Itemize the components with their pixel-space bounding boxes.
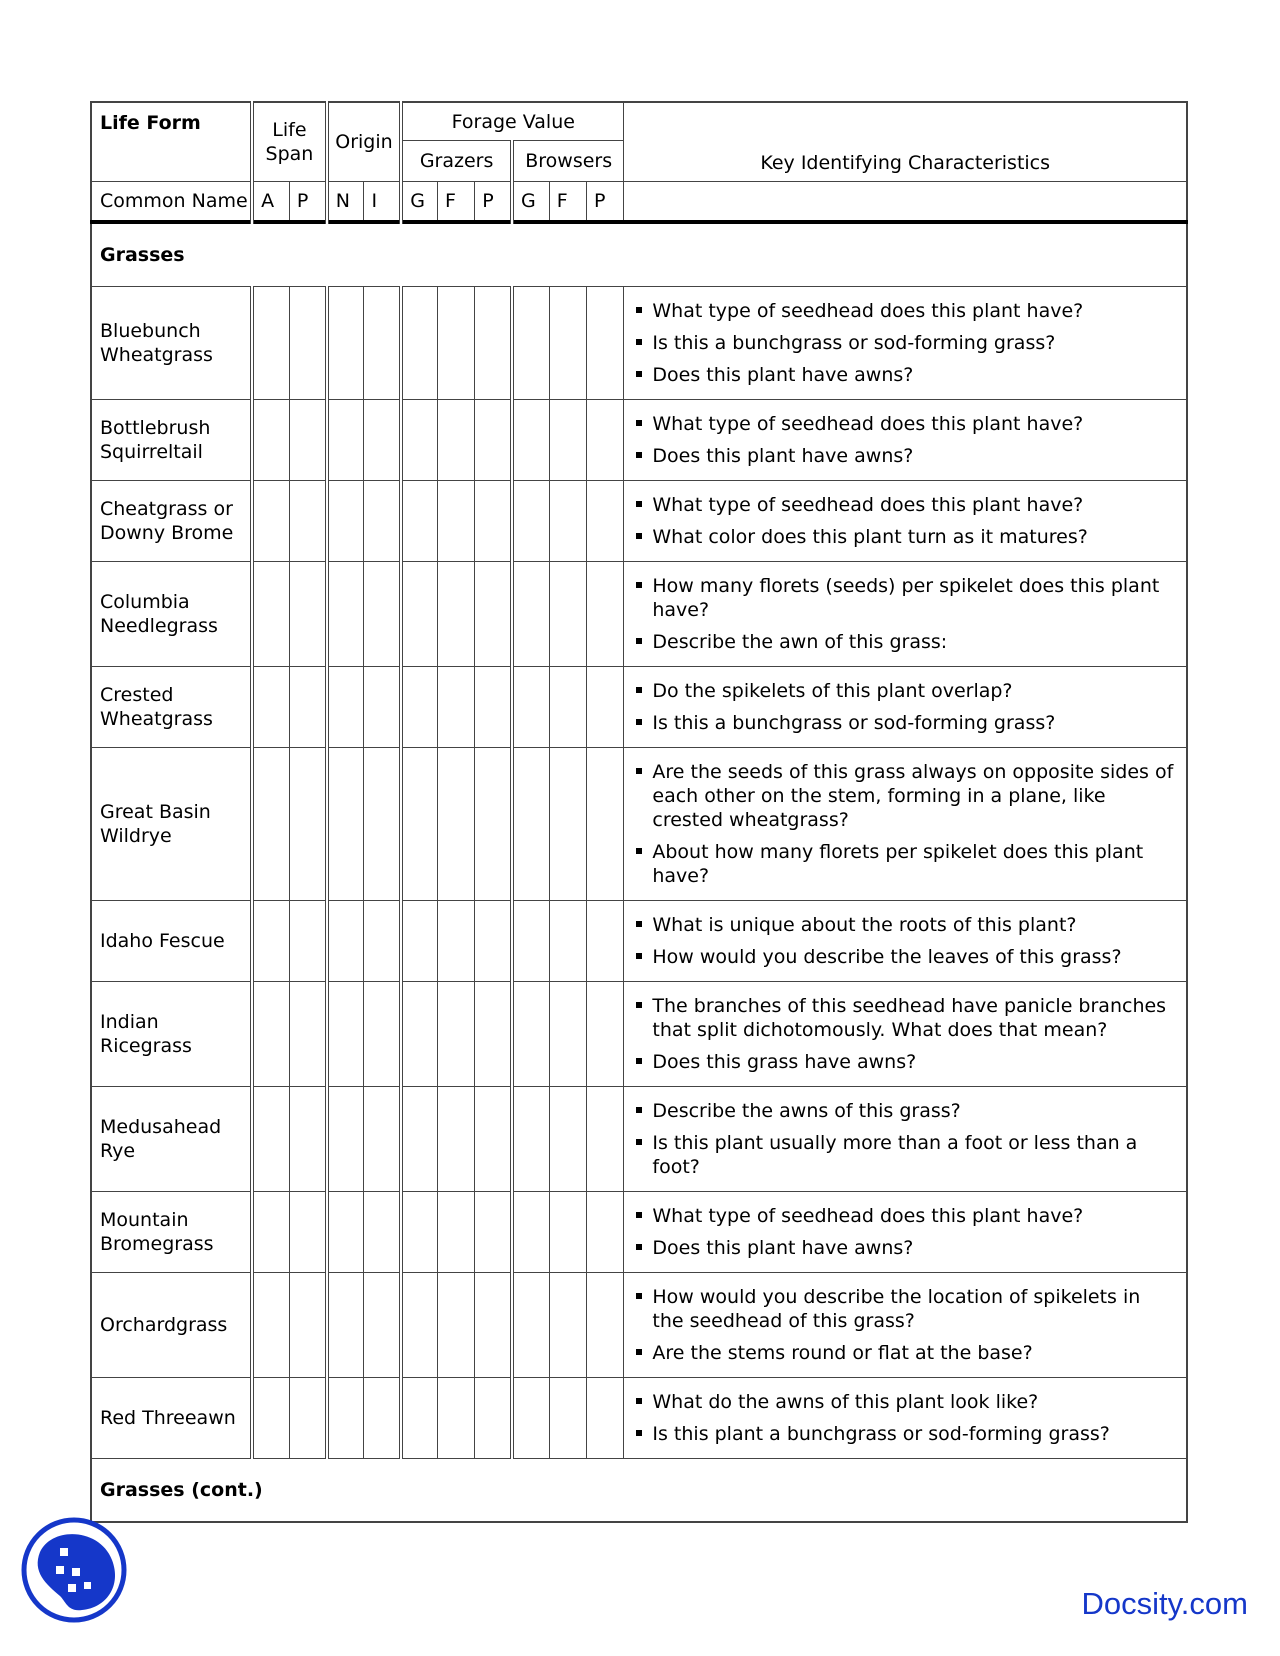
question-item: Does this plant have awns?: [632, 363, 1176, 387]
question-item: Describe the awns of this grass?: [632, 1099, 1176, 1123]
checkbox-cell[interactable]: [437, 400, 474, 481]
checkbox-cell[interactable]: [512, 1192, 549, 1273]
checkbox-cell[interactable]: [401, 667, 437, 748]
question-item: What type of seedhead does this plant have?: [632, 1204, 1176, 1228]
question-list: [632, 994, 1176, 1074]
checkbox-cell[interactable]: [364, 1273, 401, 1378]
characteristics-cell: [624, 1378, 1187, 1459]
grazers-heading: Grazers: [401, 141, 512, 182]
question-list: [632, 913, 1176, 969]
checkbox-cell[interactable]: [437, 1273, 474, 1378]
checkbox-cell[interactable]: [475, 1378, 512, 1459]
common-name-cell: [91, 901, 252, 982]
table-row: [91, 901, 1187, 982]
common-name-line: Needlegrass: [100, 615, 218, 637]
checkbox-cell[interactable]: [401, 400, 437, 481]
code-introduced: I: [364, 182, 401, 223]
characteristics-code-blank: [624, 182, 1187, 223]
characteristics-cell: [624, 1273, 1187, 1378]
checkbox-cell[interactable]: [512, 1087, 549, 1192]
code-grazers-poor: P: [475, 182, 512, 223]
checkbox-cell[interactable]: [587, 287, 624, 400]
question-item: Does this plant have awns?: [632, 1236, 1176, 1260]
checkbox-cell[interactable]: [252, 748, 289, 901]
checkbox-cell[interactable]: [437, 901, 474, 982]
common-name-line: Bromegrass: [100, 1233, 214, 1255]
checkbox-cell[interactable]: [327, 667, 364, 748]
table-row: [91, 481, 1187, 562]
common-name-line: Columbia: [100, 591, 190, 613]
table-row: [91, 982, 1187, 1087]
checkbox-cell[interactable]: [549, 667, 586, 748]
question-item: Does this plant have awns?: [632, 444, 1176, 468]
common-name-cell: [91, 1192, 252, 1273]
characteristics-cell: [624, 400, 1187, 481]
checkbox-cell[interactable]: [401, 1087, 437, 1192]
checkbox-cell[interactable]: [437, 748, 474, 901]
checkbox-cell[interactable]: [475, 748, 512, 901]
common-name-cell: [91, 982, 252, 1087]
checkbox-cell[interactable]: [252, 1273, 289, 1378]
checkbox-cell[interactable]: [401, 982, 437, 1087]
checkbox-cell[interactable]: [549, 1378, 586, 1459]
life-form-heading: Life Form: [91, 102, 252, 182]
checkbox-cell[interactable]: [549, 748, 586, 901]
code-annual: A: [252, 182, 289, 223]
question-item: What color does this plant turn as it matures?: [632, 525, 1176, 549]
checkbox-cell[interactable]: [252, 562, 289, 667]
checkbox-cell[interactable]: [252, 1087, 289, 1192]
question-item: How would you describe the leaves of this grass?: [632, 945, 1176, 969]
question-item: What type of seedhead does this plant have?: [632, 493, 1176, 517]
code-grazers-good: G: [401, 182, 437, 223]
table-row: [91, 1192, 1187, 1273]
common-name-line: Idaho Fescue: [100, 930, 225, 952]
checkbox-cell[interactable]: [327, 287, 364, 400]
section-row-grasses: [91, 222, 1187, 287]
checkbox-cell[interactable]: [289, 1192, 326, 1273]
checkbox-cell[interactable]: [549, 400, 586, 481]
checkbox-cell[interactable]: [587, 562, 624, 667]
checkbox-cell[interactable]: [364, 400, 401, 481]
checkbox-cell[interactable]: [587, 748, 624, 901]
common-name-cell: [91, 287, 252, 400]
checkbox-cell[interactable]: [549, 287, 586, 400]
question-item: What type of seedhead does this plant have?: [632, 299, 1176, 323]
table-row: [91, 1273, 1187, 1378]
table-row: [91, 667, 1187, 748]
checkbox-cell[interactable]: [587, 1378, 624, 1459]
checkbox-cell[interactable]: [512, 1378, 549, 1459]
characteristics-cell: [624, 667, 1187, 748]
checkbox-cell[interactable]: [289, 1087, 326, 1192]
checkbox-cell[interactable]: [364, 1192, 401, 1273]
checkbox-cell[interactable]: [327, 481, 364, 562]
checkbox-cell[interactable]: [252, 287, 289, 400]
question-list: [632, 574, 1176, 654]
checkbox-cell[interactable]: [364, 982, 401, 1087]
common-name-line: Orchardgrass: [100, 1314, 228, 1336]
common-name-cell: [91, 748, 252, 901]
origin-heading: Origin: [327, 102, 402, 182]
checkbox-cell[interactable]: [587, 481, 624, 562]
question-item: About how many florets per spikelet does this plant have?: [632, 840, 1176, 888]
checkbox-cell[interactable]: [549, 1273, 586, 1378]
common-name-cell: [91, 481, 252, 562]
checkbox-cell[interactable]: [549, 1087, 586, 1192]
checkbox-cell[interactable]: [512, 901, 549, 982]
checkbox-cell[interactable]: [475, 982, 512, 1087]
checkbox-cell[interactable]: [437, 1087, 474, 1192]
question-list: [632, 299, 1176, 387]
code-browsers-good: G: [512, 182, 549, 223]
question-item: What is unique about the roots of this plant?: [632, 913, 1176, 937]
question-item: Is this a bunchgrass or sod-forming grass?: [632, 331, 1176, 355]
checkbox-cell[interactable]: [587, 667, 624, 748]
table-row: [91, 562, 1187, 667]
checkbox-cell[interactable]: [401, 562, 437, 667]
checkbox-cell[interactable]: [475, 1087, 512, 1192]
checkbox-cell[interactable]: [289, 481, 326, 562]
checkbox-cell[interactable]: [587, 901, 624, 982]
checkbox-cell[interactable]: [289, 901, 326, 982]
checkbox-cell[interactable]: [327, 1378, 364, 1459]
checkbox-cell[interactable]: [475, 562, 512, 667]
checkbox-cell[interactable]: [327, 1192, 364, 1273]
common-name-line: Bottlebrush: [100, 417, 211, 439]
checkbox-cell[interactable]: [401, 1378, 437, 1459]
checkbox-cell[interactable]: [587, 1192, 624, 1273]
checkbox-cell[interactable]: [587, 400, 624, 481]
docsity-brand-text[interactable]: Docsity.com: [1081, 1586, 1248, 1621]
checkbox-cell[interactable]: [437, 287, 474, 400]
common-name-cell: [91, 400, 252, 481]
characteristics-cell: [624, 562, 1187, 667]
table-row: [91, 287, 1187, 400]
question-item: What type of seedhead does this plant have?: [632, 412, 1176, 436]
question-item: The branches of this seedhead have panicle branches that split dichotomously. What does that mean?: [632, 994, 1176, 1042]
checkbox-cell[interactable]: [512, 748, 549, 901]
checkbox-cell[interactable]: [437, 481, 474, 562]
code-native: N: [327, 182, 364, 223]
docsity-logo-icon: [20, 1516, 128, 1624]
question-list: [632, 1285, 1176, 1365]
checkbox-cell[interactable]: [364, 287, 401, 400]
common-name-line: Indian: [100, 1011, 159, 1033]
checkbox-cell[interactable]: [587, 982, 624, 1087]
question-item: Is this plant usually more than a foot or less than a foot?: [632, 1131, 1176, 1179]
question-item: Describe the awn of this grass:: [632, 630, 1176, 654]
checkbox-cell[interactable]: [512, 667, 549, 748]
checkbox-cell[interactable]: [289, 562, 326, 667]
checkbox-cell[interactable]: [512, 287, 549, 400]
checkbox-cell[interactable]: [549, 901, 586, 982]
common-name-line: Medusahead: [100, 1116, 222, 1138]
checkbox-cell[interactable]: [512, 562, 549, 667]
common-name-line: Crested: [100, 684, 174, 706]
checkbox-cell[interactable]: [549, 982, 586, 1087]
checkbox-cell[interactable]: [549, 562, 586, 667]
code-browsers-fair: F: [549, 182, 586, 223]
common-name-cell: [91, 562, 252, 667]
checkbox-cell[interactable]: [252, 1192, 289, 1273]
checkbox-cell[interactable]: [364, 748, 401, 901]
header-row-1: [91, 102, 1187, 141]
question-item: Are the stems round or flat at the base?: [632, 1341, 1176, 1365]
code-browsers-poor: P: [587, 182, 624, 223]
checkbox-cell[interactable]: [401, 1273, 437, 1378]
common-name-line: Rye: [100, 1140, 136, 1162]
checkbox-cell[interactable]: [401, 1192, 437, 1273]
characteristics-cell: [624, 901, 1187, 982]
checkbox-cell[interactable]: [401, 901, 437, 982]
common-name-cell: [91, 667, 252, 748]
common-name-line: Ricegrass: [100, 1035, 192, 1057]
checkbox-cell[interactable]: [475, 1192, 512, 1273]
common-name-cell: [91, 1273, 252, 1378]
checkbox-cell[interactable]: [475, 1273, 512, 1378]
checkbox-cell[interactable]: [289, 748, 326, 901]
checkbox-cell[interactable]: [401, 748, 437, 901]
code-perennial: P: [289, 182, 326, 223]
checkbox-cell[interactable]: [475, 667, 512, 748]
section-title-grasses-cont: Grasses (cont.): [91, 1459, 1187, 1523]
checkbox-cell[interactable]: [549, 1192, 586, 1273]
question-list: [632, 493, 1176, 549]
question-item: Is this plant a bunchgrass or sod-forming grass?: [632, 1422, 1176, 1446]
common-name-line: Great Basin: [100, 801, 211, 823]
checkbox-cell[interactable]: [252, 1378, 289, 1459]
checkbox-cell[interactable]: [364, 1378, 401, 1459]
checkbox-cell[interactable]: [475, 901, 512, 982]
table-row: [91, 748, 1187, 901]
checkbox-cell[interactable]: [549, 481, 586, 562]
question-item: How many florets (seeds) per spikelet does this plant have?: [632, 574, 1176, 622]
question-item: How would you describe the location of spikelets in the seedhead of this grass?: [632, 1285, 1176, 1333]
checkbox-cell[interactable]: [327, 901, 364, 982]
checkbox-cell[interactable]: [289, 1273, 326, 1378]
checkbox-cell[interactable]: [289, 287, 326, 400]
question-list: [632, 1390, 1176, 1446]
common-name-line: Red Threeawn: [100, 1407, 236, 1429]
checkbox-cell[interactable]: [289, 667, 326, 748]
browsers-heading: Browsers: [512, 141, 624, 182]
question-list: [632, 412, 1176, 468]
checkbox-cell[interactable]: [252, 901, 289, 982]
characteristics-cell: [624, 1192, 1187, 1273]
checkbox-cell[interactable]: [289, 1378, 326, 1459]
checkbox-cell[interactable]: [364, 901, 401, 982]
checkbox-cell[interactable]: [512, 982, 549, 1087]
checkbox-cell[interactable]: [437, 562, 474, 667]
life-span-line2: Span: [265, 143, 314, 165]
table-row: [91, 1087, 1187, 1192]
common-name-cell: [91, 1378, 252, 1459]
checkbox-cell[interactable]: [289, 400, 326, 481]
common-name-line: Cheatgrass or: [100, 498, 233, 520]
life-span-line1: Life: [272, 119, 307, 141]
common-name-line: Mountain: [100, 1209, 189, 1231]
checkbox-cell[interactable]: [587, 1273, 624, 1378]
checkbox-cell[interactable]: [364, 481, 401, 562]
checkbox-cell[interactable]: [364, 667, 401, 748]
common-name-line: Bluebunch: [100, 320, 201, 342]
checkbox-cell[interactable]: [437, 1192, 474, 1273]
question-list: [632, 679, 1176, 735]
question-item: Do the spikelets of this plant overlap?: [632, 679, 1176, 703]
checkbox-cell[interactable]: [327, 1273, 364, 1378]
checkbox-cell[interactable]: [437, 667, 474, 748]
checkbox-cell[interactable]: [364, 1087, 401, 1192]
question-list: [632, 760, 1176, 888]
checkbox-cell[interactable]: [252, 400, 289, 481]
section-title-grasses: Grasses: [91, 222, 1187, 287]
characteristics-cell: [624, 982, 1187, 1087]
checkbox-cell[interactable]: [289, 982, 326, 1087]
checkbox-cell[interactable]: [437, 982, 474, 1087]
question-item: Is this a bunchgrass or sod-forming grass?: [632, 711, 1176, 735]
checkbox-cell[interactable]: [475, 481, 512, 562]
checkbox-cell[interactable]: [327, 748, 364, 901]
header-row-3: [91, 182, 1187, 223]
common-name-line: Squirreltail: [100, 441, 203, 463]
code-grazers-fair: F: [437, 182, 474, 223]
common-name-cell: [91, 1087, 252, 1192]
checkbox-cell[interactable]: [512, 481, 549, 562]
common-name-line: Wildrye: [100, 825, 172, 847]
checkbox-cell[interactable]: [512, 400, 549, 481]
checkbox-cell[interactable]: [252, 481, 289, 562]
life-span-heading: [252, 102, 327, 182]
checkbox-cell[interactable]: [401, 481, 437, 562]
forage-value-heading: Forage Value: [401, 102, 624, 141]
characteristics-cell: [624, 287, 1187, 400]
checkbox-cell[interactable]: [437, 1378, 474, 1459]
section-row-grasses-cont: [91, 1459, 1187, 1523]
checkbox-cell[interactable]: [587, 1087, 624, 1192]
table-row: [91, 1378, 1187, 1459]
checkbox-cell[interactable]: [327, 982, 364, 1087]
checkbox-cell[interactable]: [252, 667, 289, 748]
checkbox-cell[interactable]: [327, 400, 364, 481]
characteristics-cell: [624, 1087, 1187, 1192]
checkbox-cell[interactable]: [475, 287, 512, 400]
key-characteristics-heading: Key Identifying Characteristics: [624, 102, 1187, 182]
common-name-heading: Common Name: [91, 182, 252, 223]
checkbox-cell[interactable]: [512, 1273, 549, 1378]
characteristics-cell: [624, 748, 1187, 901]
common-name-line: Wheatgrass: [100, 344, 213, 366]
checkbox-cell[interactable]: [364, 562, 401, 667]
question-item: Are the seeds of this grass always on opposite sides of each other on the stem, forming in a plane, like crested wheatgrass?: [632, 760, 1176, 832]
common-name-line: Downy Brome: [100, 522, 234, 544]
question-item: Does this grass have awns?: [632, 1050, 1176, 1074]
checkbox-cell[interactable]: [401, 287, 437, 400]
question-list: [632, 1099, 1176, 1179]
checkbox-cell[interactable]: [327, 1087, 364, 1192]
checkbox-cell[interactable]: [327, 562, 364, 667]
question-list: [632, 1204, 1176, 1260]
question-item: What do the awns of this plant look like?: [632, 1390, 1176, 1414]
characteristics-cell: [624, 481, 1187, 562]
table-row: [91, 400, 1187, 481]
plant-rows: [91, 287, 1187, 1459]
common-name-line: Wheatgrass: [100, 708, 213, 730]
plant-id-table: [90, 101, 1188, 1523]
checkbox-cell[interactable]: [252, 982, 289, 1087]
checkbox-cell[interactable]: [475, 400, 512, 481]
